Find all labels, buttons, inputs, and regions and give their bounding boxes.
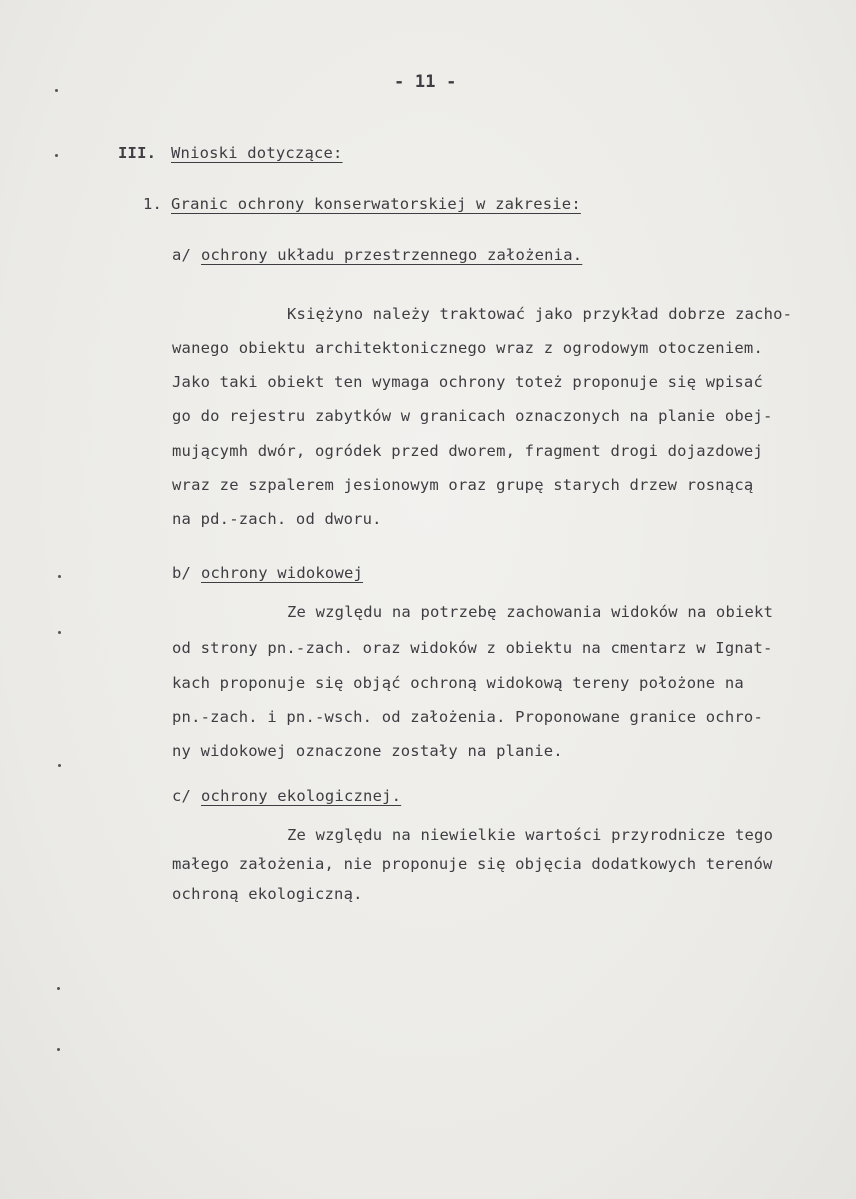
paragraph-a-line: wanego obiektu architektonicznego wraz z ogrodowym otoczeniem.: [172, 339, 763, 357]
subsection-a-label: a/: [172, 246, 192, 264]
paragraph-c-line: małego założenia, nie proponuje się objęcia dodatkowych terenów: [172, 855, 773, 873]
section-number: III.: [118, 144, 157, 162]
paragraph-c-line: ochroną ekologiczną.: [172, 885, 363, 903]
item1-number: 1.: [143, 195, 163, 213]
subsection-b-label: b/: [172, 564, 192, 582]
paragraph-b-line: od strony pn.-zach. oraz widoków z obiektu na cmentarz w Ignat-: [172, 639, 773, 657]
subsection-a-title: ochrony układu przestrzennego założenia.: [201, 246, 583, 264]
paragraph-b-line: pn.-zach. i pn.-wsch. od założenia. Proponowane granice ochro-: [172, 708, 763, 726]
paragraph-a-line: Jako taki obiekt ten wymaga ochrony toteż proponuje się wpisać: [172, 373, 763, 391]
paragraph-b-line: Ze względu na potrzebę zachowania widoków na obiekt: [287, 603, 774, 621]
paragraph-a-line: wraz ze szpalerem jesionowym oraz grupę starych drzew rosnącą: [172, 476, 754, 494]
paragraph-a-line: Księżyno należy traktować jako przykład dobrze zacho-: [287, 305, 793, 323]
page-number: - 11 -: [394, 72, 457, 92]
subsection-b-title: ochrony widokowej: [201, 564, 364, 582]
margin-mark: [57, 1048, 60, 1051]
margin-mark: [57, 987, 60, 990]
paragraph-c-line: Ze względu na niewielkie wartości przyrodnicze tego: [287, 826, 774, 844]
subsection-c-title: ochrony ekologicznej.: [201, 787, 402, 805]
margin-mark: [58, 764, 61, 767]
margin-mark: [55, 154, 58, 157]
subsection-c-label: c/: [172, 787, 192, 805]
paragraph-b-line: ny widokowej oznaczone zostały na planie.: [172, 742, 563, 760]
paragraph-a-line: go do rejestru zabytków w granicach oznaczonych na planie obej-: [172, 407, 773, 425]
margin-mark: [55, 89, 58, 92]
margin-mark: [58, 631, 61, 634]
paragraph-a-line: mującymh dwór, ogródek przed dworem, fragment drogi dojazdowej: [172, 442, 763, 460]
margin-mark: [58, 575, 61, 578]
section-title: Wnioski dotyczące:: [171, 144, 343, 162]
item1-title: Granic ochrony konserwatorskiej w zakresie:: [171, 195, 581, 213]
paragraph-a-line: na pd.-zach. od dworu.: [172, 510, 382, 528]
paragraph-b-line: kach proponuje się objąć ochroną widokową tereny położone na: [172, 674, 744, 692]
